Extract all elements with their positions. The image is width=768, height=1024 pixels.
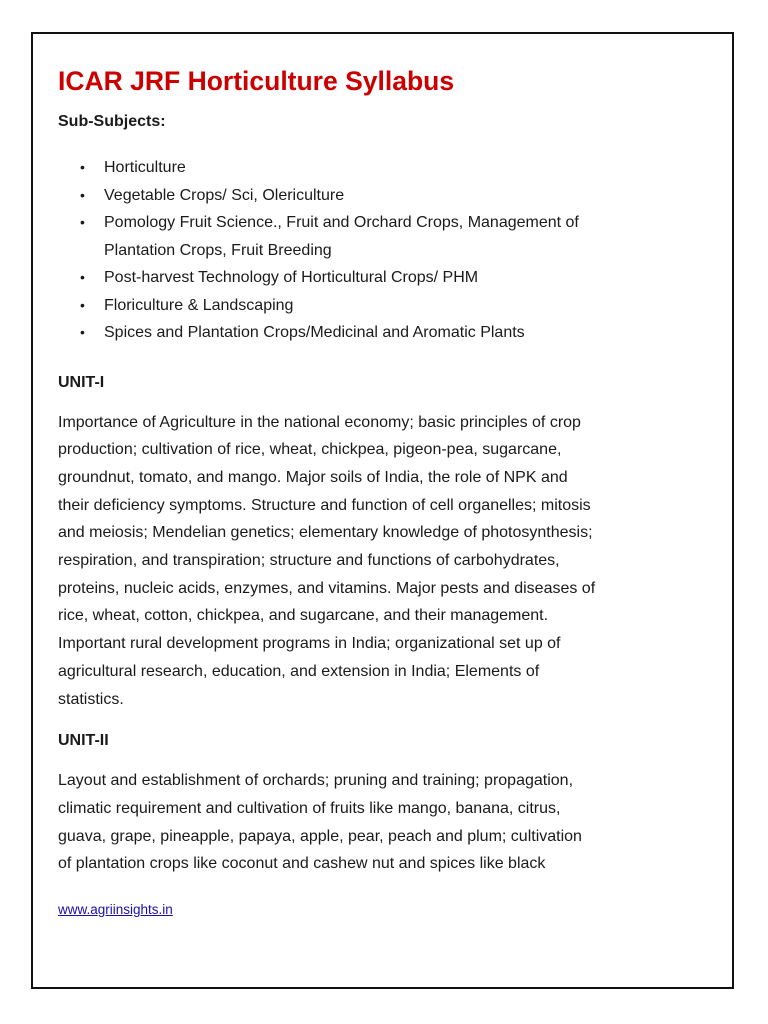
sub-subjects-list <box>58 154 658 347</box>
document-content <box>58 62 658 920</box>
bullet-icon: • <box>80 214 85 230</box>
bullet-icon: • <box>80 324 85 340</box>
bullet-icon: • <box>80 159 85 175</box>
list-item: • Spices and Plantation Crops/Medicinal and Aromatic Plants <box>58 319 658 347</box>
list-item: • Floriculture & Landscaping <box>58 292 658 320</box>
list-item: • Vegetable Crops/ Sci, Olericulture <box>58 182 658 210</box>
bullet-icon: • <box>80 269 85 285</box>
sub-subjects-heading: Sub-Subjects: <box>58 113 166 130</box>
list-item: • Horticulture <box>58 154 658 182</box>
bullet-icon: • <box>80 186 85 203</box>
unit-2-paragraph: Layout and establishment of orchards; pruning and training; propagation, climatic requirement and cultivation of fruits like mango, banana, citrus, guava, grape, pineapple, papaya, apple, pear, peach and plum; cultivation of plantation crops like coconut and cashew nut and spices like black <box>58 772 582 873</box>
page-title: ICAR JRF Horticulture Syllabus <box>58 66 455 96</box>
unit-1-heading: UNIT-I <box>58 373 105 391</box>
unit-1-paragraph: Importance of Agriculture in the national economy; basic principles of crop production; cultivation of rice, wheat, chickpea, pigeon-pea, sugarcane, groundnut, tomato, and mango. Major soils of India, the role of NPK and their deficiency symptoms. Structure and function of cell organelles; mitosis and meiosis; Mendelian genetics; elementary knowledge of photosynthesis; respiration, and transpiration; structure and functions of carbohydrates, proteins, nucleic acids, enzymes, and vitamins. Major pests and diseases of rice, wheat, cotton, chickpea, and sugarcane, and their management. Important rural development programs in India; organizational set up of agricultural research, education, and extension in India; Elements of statistics. <box>58 413 596 708</box>
list-item: • Pomology Fruit Science., Fruit and Orchard Crops, Management of Plantation Crops, Fruit Breeding <box>58 209 658 264</box>
footer-website-link[interactable]: www.agriinsights.in <box>58 902 173 918</box>
unit-2-heading: UNIT-II <box>58 732 109 750</box>
bullet-icon: • <box>80 296 85 313</box>
list-item: • Post-harvest Technology of Horticultural Crops/ PHM <box>58 264 658 292</box>
